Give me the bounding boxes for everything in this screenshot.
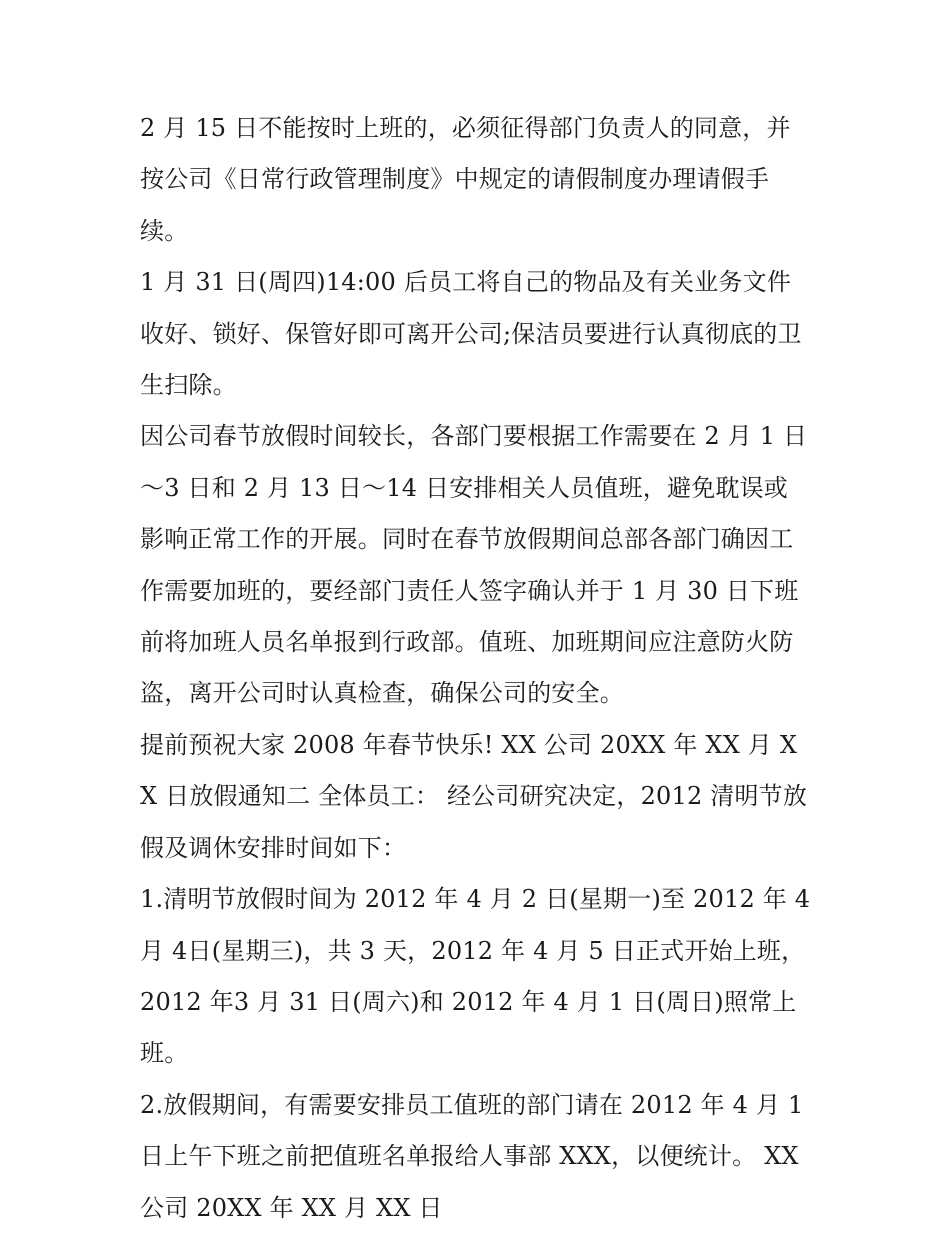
paragraph-office-closing: 1 月 31 日(周四)14:00 后员工将自己的物品及有关业务文件收好、锁好、保管好即可离开公司;保洁员要进行认真彻底的卫生扫除。 [140,268,802,400]
paragraph-leave-request: 2 月 15 日不能按时上班的，必须征得部门负责人的同意，并按公司《日常行政管理制度》中规定的请假制度办理请假手续。 [140,114,791,245]
paragraph-duty-roster: 2.放假期间，有需要安排员工值班的部门请在 2012 年 4 月 1 日上午下班之前把值班名单报给人事部 XXX，以便统计。 XX 公司 20XX 年 XX 月 XX 日 [140,1090,804,1222]
paragraph-duty-arrangement: 因公司春节放假时间较长，各部门要根据工作需要在 2 月 1 日～3 日和 2 月 13 日～14 日安排相关人员值班，避免耽误或影响正常工作的开展。同时在春节放假期间总部各部门确因工作需要加班的，要经部门责任人签字确认并于 1 月 30 日下班前将加班人员名单报到行政部。值班、加班期间应注意防火防盗，离开公司时认真检查，确保公司的安全。 [140,422,808,708]
paragraph-holiday-schedule: 1.清明节放假时间为 2012 年 4 月 2 日(星期一)至 2012 年 4 月 4日(星期三)，共 3 天，2012 年 4 月 5 日正式开始上班，2012 年3 月 31 日(周六)和 2012 年 4 月 1 日(周日)照常上班。 [140,885,811,1068]
paragraph-greeting-notice: 提前预祝大家 2008 年春节快乐! XX 公司 20XX 年 XX 月 XX 日放假通知二 全体员工： 经公司研究决定，2012 清明节放假及调休安排时间如下： [140,730,808,862]
document-body [140,103,812,1234]
